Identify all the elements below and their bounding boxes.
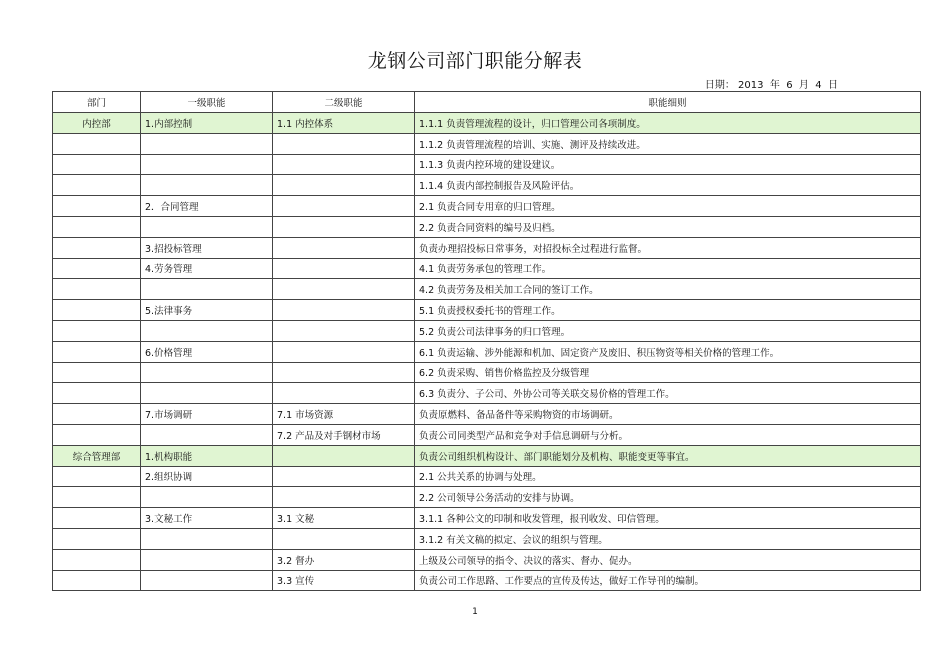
function-detail-cell: 5.1 负责授权委托书的管理工作。 (415, 300, 921, 321)
department-cell (53, 341, 141, 362)
function-detail-cell: 1.1.2 负责管理流程的培训、实施、测评及持续改进。 (415, 133, 921, 154)
level2-function-cell (273, 237, 415, 258)
table-row (53, 196, 921, 217)
level2-function-cell (273, 154, 415, 175)
level2-function-cell (273, 216, 415, 237)
level2-function-cell (273, 528, 415, 549)
function-detail-cell: 6.3 负责分、子公司、外协公司等关联交易价格的管理工作。 (415, 383, 921, 404)
department-cell (53, 133, 141, 154)
header-level2-function: 二级职能 (273, 92, 415, 113)
table-row (53, 300, 921, 321)
level1-function-cell (141, 175, 273, 196)
level2-function-cell (273, 279, 415, 300)
department-cell (53, 258, 141, 279)
table-row (53, 549, 921, 570)
table-row (53, 570, 921, 591)
table-row (53, 404, 921, 425)
table-row (53, 258, 921, 279)
department-cell (53, 154, 141, 175)
table-row (53, 508, 921, 529)
level1-function-cell: 2．合同管理 (141, 196, 273, 217)
table-row (53, 216, 921, 237)
function-detail-cell: 2.1 公共关系的协调与处理。 (415, 466, 921, 487)
level2-function-cell (273, 445, 415, 466)
level2-function-cell (273, 175, 415, 196)
department-cell (53, 424, 141, 445)
department-cell (53, 383, 141, 404)
level2-function-cell (273, 466, 415, 487)
function-detail-cell: 5.2 负责公司法律事务的归口管理。 (415, 320, 921, 341)
level1-function-cell (141, 216, 273, 237)
table-row (53, 341, 921, 362)
table-row (53, 362, 921, 383)
department-cell: 综合管理部 (53, 445, 141, 466)
table-row (53, 154, 921, 175)
department-cell (53, 508, 141, 529)
department-cell (53, 487, 141, 508)
function-detail-cell: 1.1.4 负责内部控制报告及风险评估。 (415, 175, 921, 196)
level2-function-cell (273, 341, 415, 362)
department-cell (53, 466, 141, 487)
level1-function-cell: 3.招投标管理 (141, 237, 273, 258)
level1-function-cell: 3.文秘工作 (141, 508, 273, 529)
function-detail-cell: 负责公司工作思路、工作要点的宣传及传达，做好工作导刊的编制。 (415, 570, 921, 591)
table-row (53, 133, 921, 154)
table-row (53, 279, 921, 300)
table-row (53, 466, 921, 487)
level2-function-cell (273, 487, 415, 508)
function-detail-cell: 6.2 负责采购、销售价格监控及分级管理 (415, 362, 921, 383)
level2-function-cell: 3.3 宣传 (273, 570, 415, 591)
level1-function-cell (141, 279, 273, 300)
level1-function-cell (141, 383, 273, 404)
department-cell (53, 549, 141, 570)
function-table (52, 91, 921, 591)
function-detail-cell: 6.1 负责运输、涉外能源和机加、固定资产及废旧、积压物资等相关价格的管理工作。 (415, 341, 921, 362)
function-detail-cell: 1.1.3 负责内控环境的建设建议。 (415, 154, 921, 175)
level2-function-cell (273, 258, 415, 279)
header-level1-function: 一级职能 (141, 92, 273, 113)
level2-function-cell (273, 133, 415, 154)
department-cell (53, 279, 141, 300)
document-title: 龙钢公司部门职能分解表 (367, 50, 583, 72)
department-cell (53, 528, 141, 549)
header-department: 部门 (53, 92, 141, 113)
department-cell (53, 216, 141, 237)
level2-function-cell (273, 196, 415, 217)
level2-function-cell: 3.2 督办 (273, 549, 415, 570)
level1-function-cell (141, 154, 273, 175)
level1-function-cell (141, 570, 273, 591)
function-detail-cell: 负责原燃料、备品备件等采购物资的市场调研。 (415, 404, 921, 425)
level1-function-cell (141, 362, 273, 383)
level1-function-cell: 4.劳务管理 (141, 258, 273, 279)
level1-function-cell (141, 528, 273, 549)
level2-function-cell: 1.1 内控体系 (273, 113, 415, 134)
table-row (53, 487, 921, 508)
function-detail-cell: 2.1 负责合同专用章的归口管理。 (415, 196, 921, 217)
level1-function-cell (141, 487, 273, 508)
function-detail-cell: 负责办理招投标日常事务，对招投标全过程进行监督。 (415, 237, 921, 258)
level2-function-cell (273, 320, 415, 341)
function-detail-cell: 上级及公司领导的指令、决议的落实、督办、促办。 (415, 549, 921, 570)
table-row (53, 113, 921, 134)
department-cell (53, 196, 141, 217)
level1-function-cell (141, 320, 273, 341)
level1-function-cell (141, 549, 273, 570)
table-row (53, 175, 921, 196)
table-row (53, 320, 921, 341)
function-detail-cell: 4.2 负责劳务及相关加工合同的签订工作。 (415, 279, 921, 300)
function-detail-cell: 负责公司组织机构设计、部门职能划分及机构、职能变更等事宜。 (415, 445, 921, 466)
function-detail-cell: 3.1.2 有关文稿的拟定、会议的组织与管理。 (415, 528, 921, 549)
department-cell (53, 237, 141, 258)
function-detail-cell: 2.2 负责合同资料的编号及归档。 (415, 216, 921, 237)
header-row (53, 92, 921, 113)
level2-function-cell: 7.2 产品及对手钢材市场 (273, 424, 415, 445)
level1-function-cell (141, 133, 273, 154)
level1-function-cell: 2.组织协调 (141, 466, 273, 487)
level1-function-cell: 5.法律事务 (141, 300, 273, 321)
level1-function-cell (141, 424, 273, 445)
page-number: 1 (472, 607, 478, 617)
table-row (53, 528, 921, 549)
department-cell (53, 175, 141, 196)
department-cell (53, 570, 141, 591)
table-row (53, 383, 921, 404)
function-detail-cell: 1.1.1 负责管理流程的设计，归口管理公司各项制度。 (415, 113, 921, 134)
function-detail-cell: 负责公司同类型产品和竞争对手信息调研与分析。 (415, 424, 921, 445)
level2-function-cell (273, 300, 415, 321)
table-row (53, 445, 921, 466)
table-header (53, 92, 921, 113)
department-cell (53, 300, 141, 321)
table-row (53, 424, 921, 445)
table-body (53, 113, 921, 591)
function-detail-cell: 4.1 负责劳务承包的管理工作。 (415, 258, 921, 279)
department-cell (53, 320, 141, 341)
function-detail-cell: 3.1.1 各种公文的印制和收发管理，报刊收发、印信管理。 (415, 508, 921, 529)
level1-function-cell: 1.机构职能 (141, 445, 273, 466)
department-cell (53, 404, 141, 425)
level2-function-cell (273, 383, 415, 404)
level2-function-cell: 3.1 文秘 (273, 508, 415, 529)
department-cell: 内控部 (53, 113, 141, 134)
level2-function-cell (273, 362, 415, 383)
department-cell (53, 362, 141, 383)
date-line: 日期： 2013 年 6 月 4 日 (704, 80, 838, 91)
table-row (53, 237, 921, 258)
function-detail-cell: 2.2 公司领导公务活动的安排与协调。 (415, 487, 921, 508)
level1-function-cell: 1.内部控制 (141, 113, 273, 134)
level1-function-cell: 7.市场调研 (141, 404, 273, 425)
level2-function-cell: 7.1 市场资源 (273, 404, 415, 425)
level1-function-cell: 6.价格管理 (141, 341, 273, 362)
header-function-detail: 职能细则 (415, 92, 921, 113)
